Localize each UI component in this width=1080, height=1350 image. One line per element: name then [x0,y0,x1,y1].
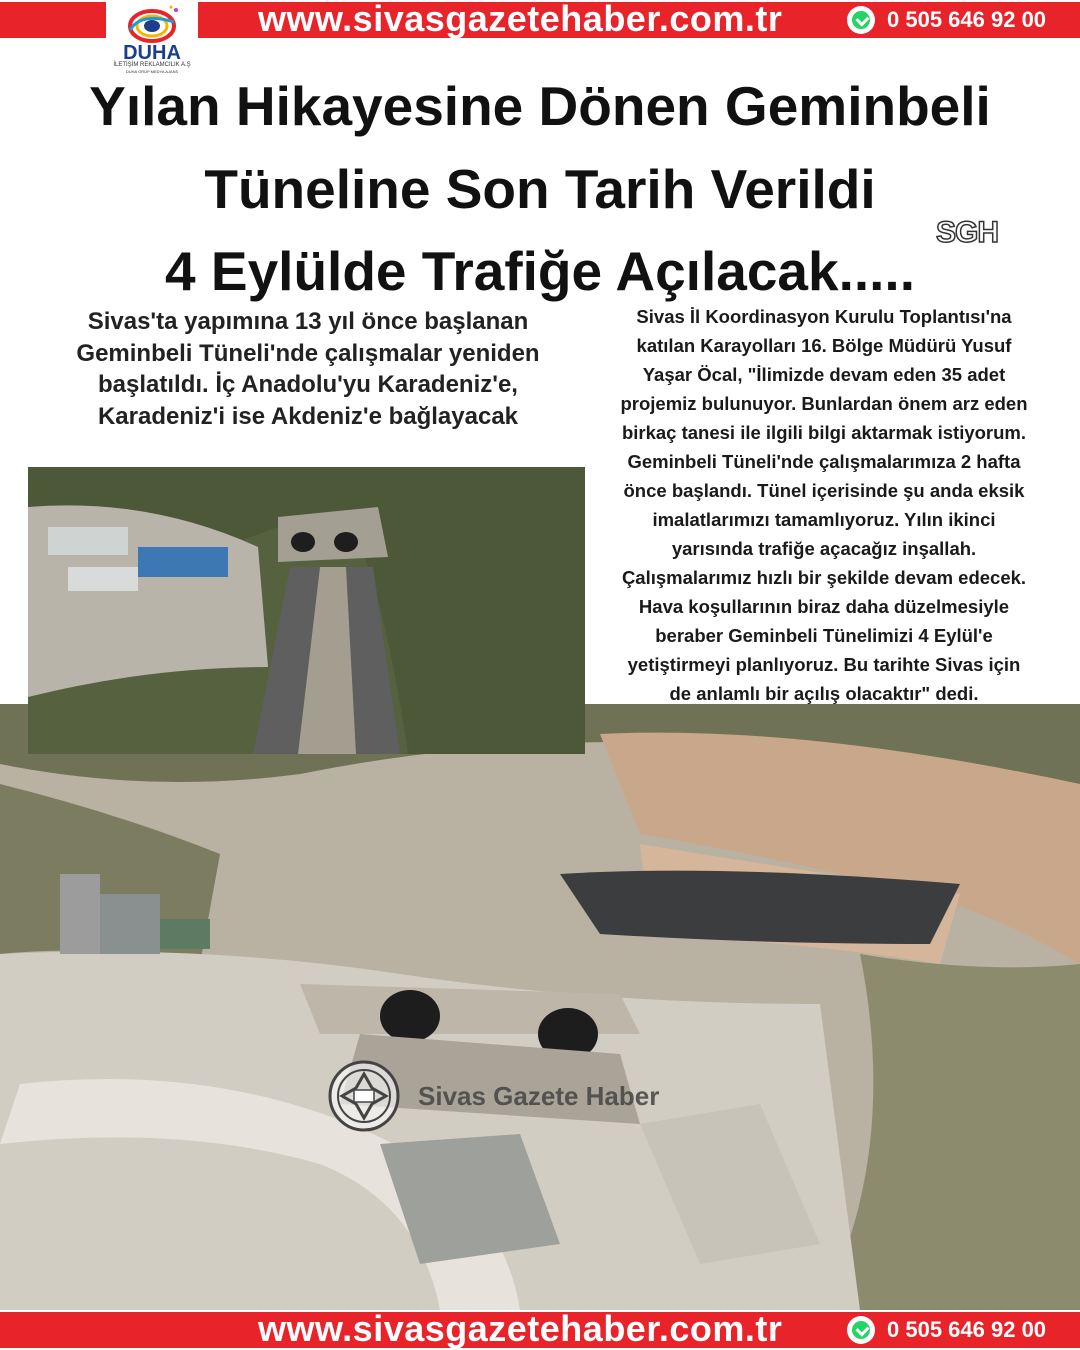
lead-line: Sivas'ta yapımına 13 yıl önce başlanan [87,308,529,335]
quote-line: yarısında trafiğe açacağız inşallah. [671,538,977,559]
quote-line: Hava koşullarının biraz daha düzelmesiyle [638,596,1010,617]
lead-line: Karadeniz'i ise Akdeniz'e bağlayacak [97,402,519,430]
quote-line: katılan Karayolları 16. Bölge Müdürü Yusuf [636,335,1012,356]
headline-line: Tüneline Son Tarih Verildi [204,158,876,220]
lead-line: başlatıldı. İç Anadolu'yu Karadeniz'e, [98,371,518,398]
duha-logo-mark-icon [121,4,183,44]
logo-subtitle: İLETİŞİM REKLAMCILIK A.Ş [113,62,191,68]
quote-line: Sivas İl Koordinasyon Kurulu Toplantısı'na [636,306,1012,327]
quote-line: imalatlarımızı tamamlıyoruz. Yılın ikinci [652,509,996,530]
contact-phone[interactable] [847,1316,1046,1344]
quote-line: de anlamlı bir açılış olacaktır" dedi. [669,683,979,704]
logo-name: DUHA [123,42,181,64]
seal-icon [328,1060,400,1132]
contact-phone[interactable] [847,6,1046,34]
quote-line: Yaşar Öcal, "İlimizde devam eden 35 adet [642,364,1006,385]
site-url-link[interactable]: www.sivasgazetehaber.com.tr [258,1308,783,1349]
quote-line: birkaç tanesi ile ilgili bilgi aktarmak istiyorum. [621,422,1027,443]
logo-tagline: DUHA GRUP MEDYA AJANS [125,69,179,74]
phone-number: 0 505 646 92 00 [887,1317,1047,1342]
quote-line: yetiştirmeyi planlıyoruz. Bu tarihte Sivas için [627,654,1021,675]
duha-logo [108,0,196,74]
sgh-brand-mark: SGH [936,216,999,249]
whatsapp-icon [847,1316,875,1344]
site-url-link[interactable]: www.sivasgazetehaber.com.tr [258,0,783,39]
quote-line: beraber Geminbeli Tünelimizi 4 Eylül'e [655,625,993,646]
phone-number: 0 505 646 92 00 [887,7,1047,32]
article-headline [0,70,1080,307]
quote-line: Geminbeli Tüneli'nde çalışmalarımıza 2 hafta [627,451,1021,472]
quote-line: önce başlandı. Tünel içerisinde şu anda eksik [623,480,1025,501]
article-lead [30,306,586,432]
tunnel-roads-photo [28,467,585,754]
banner-accent [0,2,106,38]
headline-line: 4 Eylülde Trafiğe Açılacak..... [165,240,915,302]
tunnel-construction-photo [0,704,1080,1310]
article-quote [588,302,1060,708]
lead-line: Geminbeli Tüneli'nde çalışmalar yeniden [76,339,540,367]
watermark-text: Sivas Gazete Haber [418,1080,660,1111]
bottom-banner [0,1310,1080,1350]
quote-line: projemiz bulunuyor. Bunlardan önem arz eden [620,393,1028,414]
quote-line: Çalışmalarımız hızlı bir şekilde devam edecek. [621,567,1027,588]
whatsapp-icon [847,6,875,34]
watermark [328,1060,659,1132]
headline-line: Yılan Hikayesine Dönen Geminbeli [89,75,991,137]
